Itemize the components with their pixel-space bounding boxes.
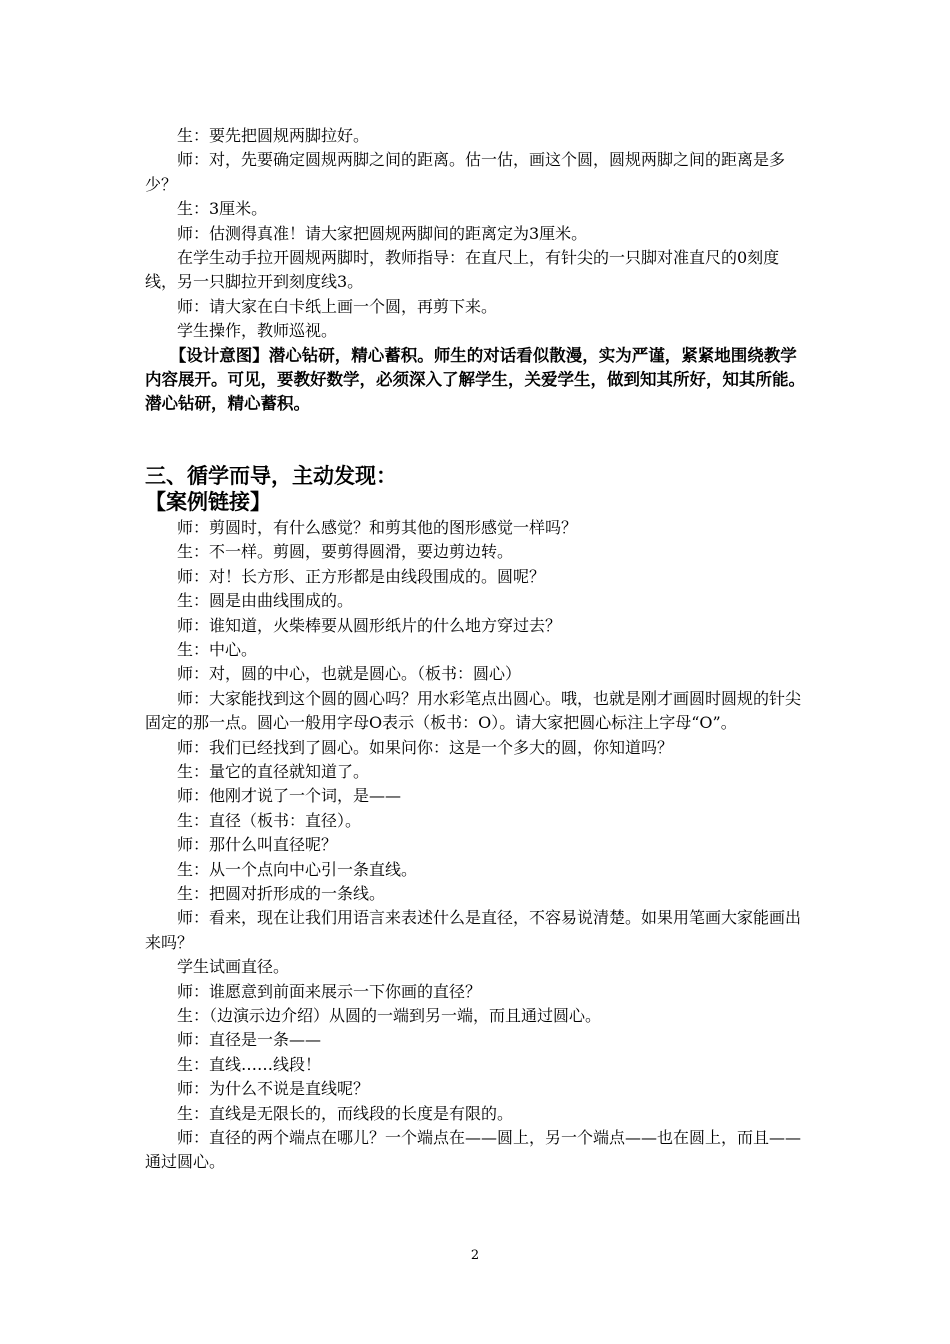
section-gap <box>145 417 810 463</box>
document-body <box>145 124 810 1175</box>
dialogue-line: 师：对！长方形、正方形都是由线段围成的。圆呢？ <box>177 566 546 586</box>
dialogue-line: 师：那什么叫直径呢？ <box>177 835 338 855</box>
dialogue-line: 师：他刚才说了一个词，是—— <box>177 786 402 806</box>
paragraph: 师：估测得真准！请大家把圆规两脚间的距离定为3厘米。 <box>177 223 588 243</box>
paragraph: 生：要先把圆规两脚拉好。 <box>177 126 370 145</box>
dialogue-line: 生：圆是由曲线围成的。 <box>177 591 354 611</box>
dialogue-line: 生：中心。 <box>177 639 258 659</box>
dialogue-line: 学生试画直径。 <box>177 957 290 977</box>
dialogue-line: 师：谁愿意到前面来展示一下你画的直径？ <box>177 981 482 1001</box>
dialogue-line: 生：把圆对折形成的一条线。 <box>177 883 386 903</box>
dialogue-line: 生：直线是无限长的，而线段的长度是有限的。 <box>177 1103 514 1123</box>
paragraph: 在学生动手拉开圆规两脚时，教师指导：在直尺上，有针尖的一只脚对准直尺的0刻度线，另一只脚拉开到刻度线3。 <box>145 248 780 292</box>
dialogue-line: 生：从一个点向中心引一条直线。 <box>177 859 418 879</box>
section-title: 三、循学而导，主动发现： <box>145 462 397 488</box>
dialogue-line: 师：为什么不说是直线呢？ <box>177 1079 370 1099</box>
paragraph: 师：请大家在白卡纸上画一个圆，再剪下来。 <box>177 296 498 316</box>
dialogue-line: 师：谁知道，火柴棒要从圆形纸片的什么地方穿过去？ <box>177 615 562 635</box>
case-link-heading: 【案例链接】 <box>145 488 271 514</box>
dialogue-line: 生：直线……线段！ <box>177 1054 322 1074</box>
dialogue-line: 师：我们已经找到了圆心。如果问你：这是一个多大的圆，你知道吗？ <box>177 737 674 757</box>
dialogue-line: 生：直径（板书：直径）。 <box>177 810 362 830</box>
dialogue-line: 生：不一样。剪圆，要剪得圆滑，要边剪边转。 <box>177 542 514 562</box>
dialogue-line: 师：直径是一条—— <box>177 1030 322 1050</box>
dialogue-line: 生：量它的直径就知道了。 <box>177 761 370 781</box>
dialogue-line: 生：（边演示边介绍）从圆的一端到另一端，而且通过圆心。 <box>177 1006 602 1025</box>
paragraph: 师：对，先要确定圆规两脚之间的距离。估一估，画这个圆，圆规两脚之间的距离是多少？ <box>145 150 786 194</box>
dialogue-line: 师：直径的两个端点在哪儿？一个端点在——圆上，另一个端点——也在圆上，而且——通过圆心。 <box>145 1128 802 1172</box>
dialogue-line: 师：大家能找到这个圆的圆心吗？用水彩笔点出圆心。哦，也就是刚才画圆时圆规的针尖固定的那一点。圆心一般用字母O表示（板书：O）。请大家把圆心标注上字母“O”。 <box>145 688 802 733</box>
dialogue-line: 师：看来，现在让我们用语言来表述什么是直径，不容易说清楚。如果用笔画大家能画出来吗？ <box>145 908 802 952</box>
dialogue-line: 师：剪圆时，有什么感觉？和剪其他的图形感觉一样吗？ <box>177 517 578 537</box>
paragraph: 学生操作，教师巡视。 <box>177 321 338 341</box>
paragraph: 生：3厘米。 <box>177 199 268 219</box>
dialogue-line: 师：对，圆的中心，也就是圆心。（板书：圆心） <box>177 664 522 684</box>
design-intent-paragraph: 【设计意图】潜心钻研，精心蓄积。师生的对话看似散漫，实为严谨，紧紧地围绕教学内容展开。可见，要教好数学，必须深入了解学生，关爱学生，做到知其所好，知其所能。潜心钻研，精心蓄积。 <box>145 345 805 414</box>
page-number: 2 <box>470 1248 480 1263</box>
